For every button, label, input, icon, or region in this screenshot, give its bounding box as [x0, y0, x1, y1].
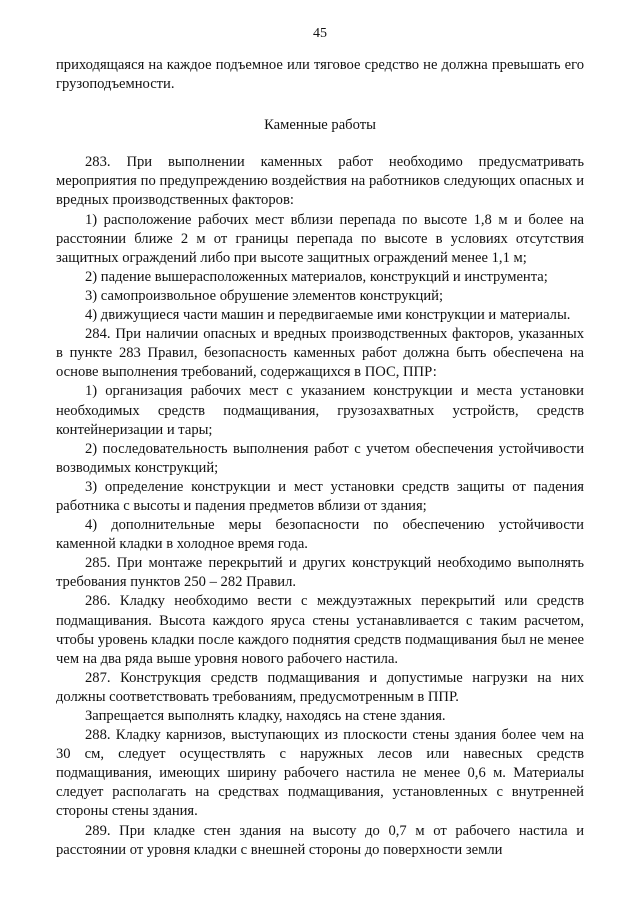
paragraph-289: 289. При кладке стен здания на высоту до 0,7 м от рабочего настила и расстоянии от уровня кладки с внешней стороны до поверхности земли — [56, 822, 584, 858]
paragraph-286: 286. Кладку необходимо вести с междуэтажных перекрытий или средств подмащивания. Высота каждого яруса стены устанавливается с таким расчетом, чтобы уровень кладки после каждого поднятия средств подмащивания был не менее чем на два ряда выше уровня нового рабочего настила. — [56, 593, 584, 667]
paragraph-283-item-1: 1) расположение рабочих мест вблизи перепада по высоте 1,8 м и более на расстоянии ближе 2 м от границы перепада по высоте в условиях отсутствия защитных ограждений либо при высоте защитных ограждений менее 1,1 м; — [56, 211, 584, 266]
paragraph-283-item-2: 2) падение вышерасположенных материалов, конструкций и инструмента; — [85, 268, 548, 285]
paragraph-284-item-2: 2) последовательность выполнения работ с учетом обеспечения устойчивости возводимых конструкций; — [56, 440, 584, 476]
paragraph-284-item-1: 1) организация рабочих мест с указанием конструкции и места установки необходимых средств подмащивания, грузозахватных устройств, средств контейнеризации и тары; — [56, 383, 584, 438]
paragraph-284: 284. При наличии опасных и вредных производственных факторов, указанных в пункте 283 Правил, безопасность каменных работ должна быть обеспечена на основе выполнения требований, содержащихся в ПОС, ППР: — [56, 326, 584, 381]
paragraph-283-item-4: 4) движущиеся части машин и передвигаемые ими конструкции и материалы. — [85, 307, 571, 324]
page-number: 45 — [313, 26, 327, 41]
continued-paragraph: приходящаяся на каждое подъемное или тяговое средство не должна превышать его грузоподъемности. — [56, 57, 584, 93]
section-heading: Каменные работы — [264, 117, 376, 134]
paragraph-283: 283. При выполнении каменных работ необходимо предусматривать мероприятия по предупреждению воздействия на работников следующих опасных и вредных производственных факторов: — [56, 154, 584, 209]
paragraph-287: 287. Конструкция средств подмащивания и допустимые нагрузки на них должны соответствовать требованиям, предусмотренным в ППР. — [56, 669, 584, 705]
paragraph-288: 288. Кладку карнизов, выступающих из плоскости стены здания более чем на 30 см, следует осуществлять с наружных лесов или навесных средств подмащивания, имеющих ширину рабочего настила не менее 0,6 м. Материалы следует располагать на средствах подмащивания, установленных с внутренней стороны стены здания. — [56, 727, 584, 820]
paragraph-283-item-3: 3) самопроизвольное обрушение элементов конструкций; — [85, 287, 444, 304]
paragraph-284-item-3: 3) определение конструкции и мест установки средств защиты от падения работника с высоты и падения предметов вблизи от здания; — [56, 478, 584, 514]
paragraph-287-note: Запрещается выполнять кладку, находясь на стене здания. — [85, 708, 446, 724]
paragraph-284-item-4: 4) дополнительные меры безопасности по обеспечению устойчивости каменной кладки в холодное время года. — [56, 517, 584, 553]
paragraph-285: 285. При монтаже перекрытий и других конструкций необходимо выполнять требования пунктов 250 – 282 Правил. — [56, 555, 584, 591]
